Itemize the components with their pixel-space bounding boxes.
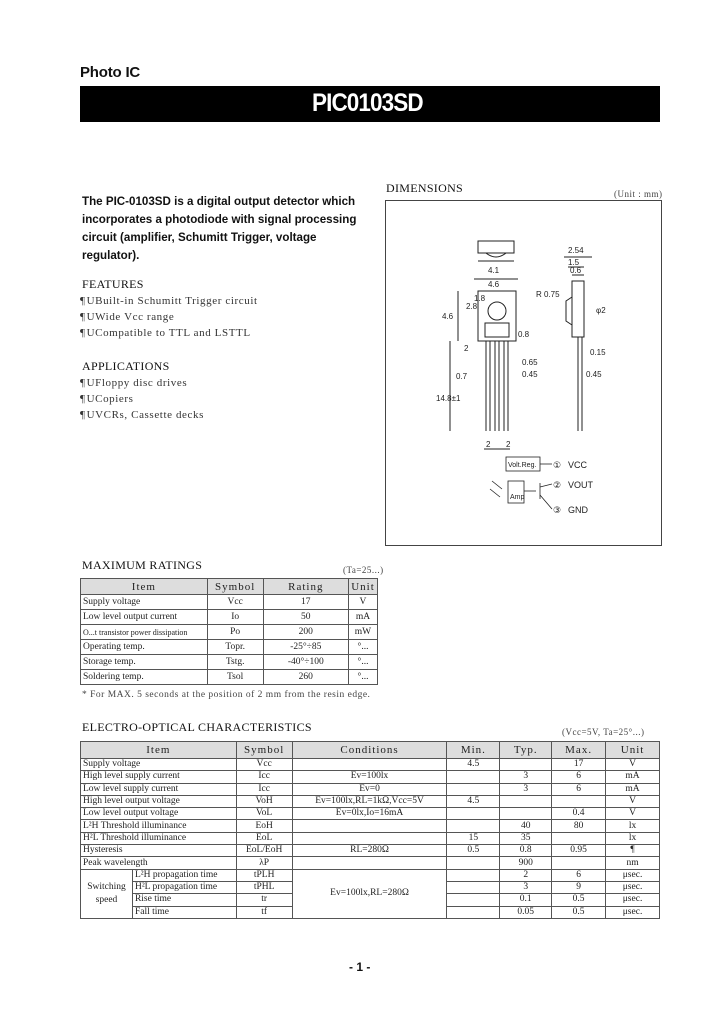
features-list: [80, 293, 258, 341]
list-item: ¶ UVCRs, Cassette decks: [80, 407, 204, 423]
col-rating: Rating: [263, 579, 348, 595]
dim-2-8: 2.8: [466, 302, 478, 311]
dim-2: 2: [464, 344, 469, 353]
circuit-amp-label: Amp: [510, 494, 525, 501]
table-row: Hysteresis EoL/EoH RL=280Ω 0.5 0.8 0.95 ¶: [81, 845, 660, 857]
col-unit: Unit: [606, 742, 660, 759]
dim-0-65: 0.65: [522, 358, 538, 367]
table-row: Fall time tf 0.05 0.5 μsec.: [81, 906, 660, 918]
pin-3-number: ③: [553, 505, 562, 515]
dim-pitch-2a: 2: [486, 440, 491, 449]
switching-speed-label: Switching speed: [81, 869, 133, 918]
col-unit: Unit: [348, 579, 377, 595]
list-item: ¶ UWide Vcc range: [80, 309, 258, 325]
col-symbol: Symbol: [207, 579, 263, 595]
pin-1-number: ①: [553, 460, 562, 470]
col-conditions: Conditions: [292, 742, 447, 759]
list-item: ¶ UCopiers: [80, 391, 204, 407]
category-label: Photo IC: [80, 64, 141, 81]
pin-3-name: GND: [568, 505, 588, 515]
col-item: Item: [81, 742, 237, 759]
dim-0-8: 0.8: [518, 330, 530, 339]
dimensions-unit: (Unit : mm): [614, 189, 663, 199]
col-min: Min.: [447, 742, 500, 759]
max-ratings-table: [80, 578, 378, 685]
col-symbol: Symbol: [236, 742, 292, 759]
dim-4-6-vertical: 4.6: [442, 312, 454, 321]
table-row: H²L Threshold illuminance EoL 15 35 lx: [81, 832, 660, 844]
dim-4-1: 4.1: [488, 266, 500, 275]
table-row: High level output voltage VoH Ev=100lx,RL=1kΩ,Vcc=5V 4.5 V: [81, 795, 660, 807]
applications-list: [80, 375, 204, 423]
col-typ: Typ.: [500, 742, 552, 759]
dim-1-8: 1.8: [474, 294, 486, 303]
table-row: L²H Threshold illuminance EoH 40 80 lx: [81, 820, 660, 832]
table-row: Switching speed L²H propagation time tPLH Ev=100lx,RL=280Ω 2 6 μsec.: [81, 869, 660, 881]
dim-1-5: 1.5: [568, 258, 580, 267]
intro-paragraph: The PIC-0103SD is a digital output detector which incorporates a photodiode with signal processing circuit (amplifier, Schumitt Trigger, voltage regulator).: [82, 195, 357, 262]
max-ratings-footnote: * For MAX. 5 seconds at the position of 2 mm from the resin edge.: [82, 690, 371, 700]
table-row: Peak wavelength λP 900 nm: [81, 857, 660, 869]
eo-chars-table: [80, 741, 660, 919]
package-outline-diagram: [386, 201, 661, 545]
applications-heading: APPLICATIONS: [82, 359, 170, 373]
table-row: H²L propagation time tPHL 3 9 μsec.: [81, 881, 660, 893]
table-row: Storage temp. Tstg. -40°÷100 °...: [81, 655, 378, 670]
table-row: High level supply current Icc Ev=100lx 3 6 mA: [81, 771, 660, 783]
dim-4-6: 4.6: [488, 280, 500, 289]
list-item: ¶ UFloppy disc drives: [80, 375, 204, 391]
col-item: Item: [81, 579, 208, 595]
dim-0-7: 0.7: [456, 372, 468, 381]
max-ratings-heading: MAXIMUM RATINGS: [82, 558, 203, 572]
table-row: Supply voltage Vcc 17 V: [81, 595, 378, 610]
list-item: ¶ UCompatible to TTL and LSTTL: [80, 325, 258, 341]
switching-conditions: Ev=100lx,RL=280Ω: [292, 869, 447, 918]
pin-2-name: VOUT: [568, 480, 594, 490]
eo-chars-heading: ELECTRO-OPTICAL CHARACTERISTICS: [82, 720, 312, 734]
table-row: Low level output current Io 50 mA: [81, 610, 378, 625]
dim-0-15: 0.15: [590, 348, 606, 357]
table-row: O...t transistor power dissipation Po 200 mW: [81, 625, 378, 640]
part-number-title: PIC0103SD: [312, 89, 423, 117]
col-max: Max.: [552, 742, 606, 759]
features-heading: FEATURES: [82, 277, 144, 291]
dim-r-0-75: R 0.75: [536, 290, 560, 299]
table-row: Operating temp. Topr. -25°÷85 °...: [81, 640, 378, 655]
eo-chars-condition: (Vcc=5V, Ta=25°...): [562, 727, 645, 737]
page-number: - 1 -: [349, 960, 371, 974]
pin-1-name: VCC: [568, 460, 588, 470]
dim-pitch-2b: 2: [506, 440, 511, 449]
dim-0-45: 0.45: [522, 370, 538, 379]
dim-2-54: 2.54: [568, 246, 584, 255]
dimensions-heading: DIMENSIONS: [386, 181, 464, 195]
title-bar: [80, 86, 660, 122]
max-ratings-condition: (Ta=25...): [343, 565, 384, 575]
pin-2-number: ②: [553, 480, 562, 490]
dim-14-8: 14.8±1: [436, 394, 461, 403]
table-row: Soldering temp. Tsol 260 °...: [81, 670, 378, 685]
table-row: Supply voltage Vcc 4.5 17 V: [81, 759, 660, 771]
list-item: ¶ UBuilt-in Schumitt Trigger circuit: [80, 293, 258, 309]
dimensions-drawing-box: [385, 200, 662, 546]
dim-phi-2: φ2: [596, 306, 606, 315]
dim-0-45-side: 0.45: [586, 370, 602, 379]
table-row: Rise time tr 0.1 0.5 μsec.: [81, 894, 660, 906]
dim-0-6: 0.6: [570, 266, 582, 275]
circuit-block-label: Volt.Reg.: [508, 462, 537, 469]
table-row: Low level output voltage VoL Ev=0lx,Io=16mA 0.4 V: [81, 808, 660, 820]
table-row: Low level supply current Icc Ev=0 3 6 mA: [81, 783, 660, 795]
